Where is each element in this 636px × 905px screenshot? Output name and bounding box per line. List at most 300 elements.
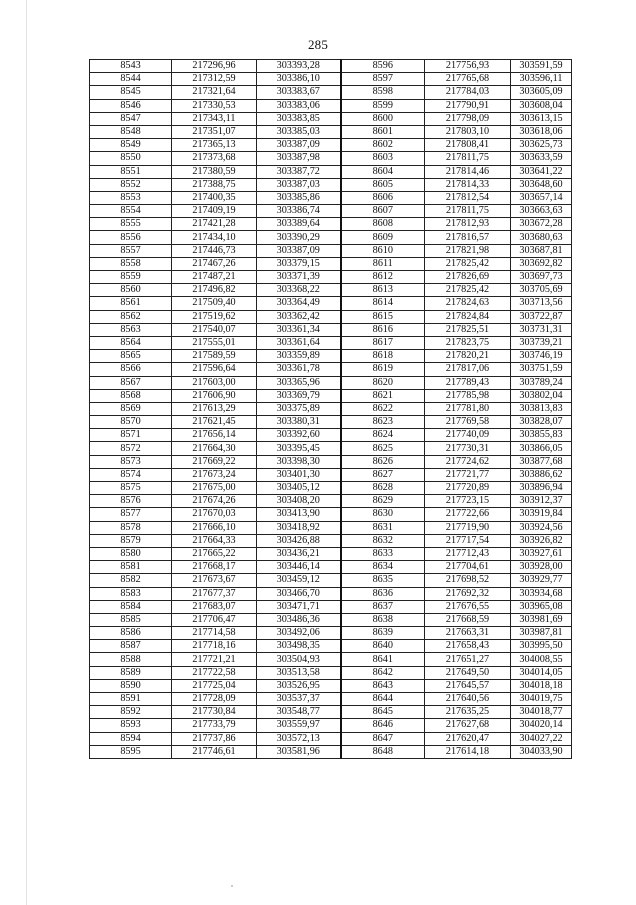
point-number-cell: 8628 bbox=[341, 482, 425, 495]
x-coordinate-cell: 217312,59 bbox=[172, 73, 257, 86]
table-row bbox=[90, 547, 572, 560]
y-coordinate-cell: 303471,71 bbox=[257, 600, 341, 613]
y-coordinate-cell: 303877,68 bbox=[511, 455, 572, 468]
point-number-cell: 8581 bbox=[90, 561, 172, 574]
x-coordinate-cell: 217446,73 bbox=[172, 244, 257, 257]
point-number-cell: 8623 bbox=[341, 416, 425, 429]
x-coordinate-cell: 217717,54 bbox=[425, 534, 511, 547]
x-coordinate-cell: 217635,25 bbox=[425, 706, 511, 719]
x-coordinate-cell: 217555,01 bbox=[172, 336, 257, 349]
table-row bbox=[90, 336, 572, 349]
y-coordinate-cell: 303371,39 bbox=[257, 271, 341, 284]
point-number-cell: 8568 bbox=[90, 389, 172, 402]
point-number-cell: 8644 bbox=[341, 693, 425, 706]
point-number-cell: 8546 bbox=[90, 99, 172, 112]
y-coordinate-cell: 303398,30 bbox=[257, 455, 341, 468]
y-coordinate-cell: 303401,30 bbox=[257, 468, 341, 481]
y-coordinate-cell: 303929,77 bbox=[511, 574, 572, 587]
table-row bbox=[90, 719, 572, 732]
x-coordinate-cell: 217676,55 bbox=[425, 600, 511, 613]
point-number-cell: 8579 bbox=[90, 534, 172, 547]
x-coordinate-cell: 217826,69 bbox=[425, 271, 511, 284]
table-row bbox=[90, 363, 572, 376]
x-coordinate-cell: 217803,10 bbox=[425, 125, 511, 138]
y-coordinate-cell: 303361,64 bbox=[257, 336, 341, 349]
point-number-cell: 8594 bbox=[90, 732, 172, 745]
y-coordinate-cell: 303981,69 bbox=[511, 613, 572, 626]
x-coordinate-cell: 217683,07 bbox=[172, 600, 257, 613]
y-coordinate-cell: 304014,05 bbox=[511, 666, 572, 679]
y-coordinate-cell: 303613,15 bbox=[511, 112, 572, 125]
y-coordinate-cell: 303526,95 bbox=[257, 679, 341, 692]
point-number-cell: 8585 bbox=[90, 613, 172, 626]
table-row bbox=[90, 521, 572, 534]
y-coordinate-cell: 303418,92 bbox=[257, 521, 341, 534]
point-number-cell: 8583 bbox=[90, 587, 172, 600]
x-coordinate-cell: 217467,26 bbox=[172, 257, 257, 270]
point-number-cell: 8574 bbox=[90, 468, 172, 481]
x-coordinate-cell: 217351,07 bbox=[172, 125, 257, 138]
point-number-cell: 8643 bbox=[341, 679, 425, 692]
y-coordinate-cell: 303926,82 bbox=[511, 534, 572, 547]
y-coordinate-cell: 303559,97 bbox=[257, 719, 341, 732]
x-coordinate-cell: 217649,50 bbox=[425, 666, 511, 679]
x-coordinate-cell: 217719,90 bbox=[425, 521, 511, 534]
point-number-cell: 8605 bbox=[341, 178, 425, 191]
y-coordinate-cell: 303386,74 bbox=[257, 205, 341, 218]
margin-rule bbox=[26, 0, 27, 905]
point-number-cell: 8556 bbox=[90, 231, 172, 244]
point-number-cell: 8614 bbox=[341, 297, 425, 310]
point-number-cell: 8624 bbox=[341, 429, 425, 442]
x-coordinate-cell: 217496,82 bbox=[172, 284, 257, 297]
x-coordinate-cell: 217733,79 bbox=[172, 719, 257, 732]
table-row bbox=[90, 653, 572, 666]
point-number-cell: 8553 bbox=[90, 191, 172, 204]
y-coordinate-cell: 303596,11 bbox=[511, 73, 572, 86]
y-coordinate-cell: 303362,42 bbox=[257, 310, 341, 323]
x-coordinate-cell: 217798,09 bbox=[425, 112, 511, 125]
table-row bbox=[90, 152, 572, 165]
table-row bbox=[90, 613, 572, 626]
table-row bbox=[90, 416, 572, 429]
table-row bbox=[90, 323, 572, 336]
x-coordinate-cell: 217614,18 bbox=[425, 745, 511, 758]
y-coordinate-cell: 303648,60 bbox=[511, 178, 572, 191]
y-coordinate-cell: 303369,79 bbox=[257, 389, 341, 402]
y-coordinate-cell: 303919,84 bbox=[511, 508, 572, 521]
y-coordinate-cell: 303927,61 bbox=[511, 547, 572, 560]
point-number-cell: 8591 bbox=[90, 693, 172, 706]
x-coordinate-cell: 217704,61 bbox=[425, 561, 511, 574]
table-row bbox=[90, 455, 572, 468]
table-row bbox=[90, 706, 572, 719]
x-coordinate-cell: 217640,56 bbox=[425, 693, 511, 706]
point-number-cell: 8559 bbox=[90, 271, 172, 284]
x-coordinate-cell: 217365,13 bbox=[172, 139, 257, 152]
table-row bbox=[90, 244, 572, 257]
point-number-cell: 8543 bbox=[90, 60, 172, 73]
point-number-cell: 8631 bbox=[341, 521, 425, 534]
table-row bbox=[90, 191, 572, 204]
y-coordinate-cell: 303383,85 bbox=[257, 112, 341, 125]
point-number-cell: 8547 bbox=[90, 112, 172, 125]
y-coordinate-cell: 303387,72 bbox=[257, 165, 341, 178]
table-row bbox=[90, 627, 572, 640]
point-number-cell: 8557 bbox=[90, 244, 172, 257]
point-number-cell: 8645 bbox=[341, 706, 425, 719]
x-coordinate-cell: 217737,86 bbox=[172, 732, 257, 745]
y-coordinate-cell: 303385,03 bbox=[257, 125, 341, 138]
y-coordinate-cell: 303393,28 bbox=[257, 60, 341, 73]
x-coordinate-cell: 217670,03 bbox=[172, 508, 257, 521]
x-coordinate-cell: 217627,68 bbox=[425, 719, 511, 732]
y-coordinate-cell: 303886,62 bbox=[511, 468, 572, 481]
y-coordinate-cell: 303692,82 bbox=[511, 257, 572, 270]
y-coordinate-cell: 303663,63 bbox=[511, 205, 572, 218]
y-coordinate-cell: 303912,37 bbox=[511, 495, 572, 508]
y-coordinate-cell: 303385,86 bbox=[257, 191, 341, 204]
x-coordinate-cell: 217817,06 bbox=[425, 363, 511, 376]
y-coordinate-cell: 303896,94 bbox=[511, 482, 572, 495]
x-coordinate-cell: 217668,17 bbox=[172, 561, 257, 574]
y-coordinate-cell: 303375,89 bbox=[257, 402, 341, 415]
table-row bbox=[90, 745, 572, 758]
point-number-cell: 8544 bbox=[90, 73, 172, 86]
x-coordinate-cell: 217722,58 bbox=[172, 666, 257, 679]
y-coordinate-cell: 303928,00 bbox=[511, 561, 572, 574]
y-coordinate-cell: 303687,81 bbox=[511, 244, 572, 257]
point-number-cell: 8597 bbox=[341, 73, 425, 86]
table-row bbox=[90, 495, 572, 508]
x-coordinate-cell: 217321,64 bbox=[172, 86, 257, 99]
y-coordinate-cell: 303504,93 bbox=[257, 653, 341, 666]
y-coordinate-cell: 303387,03 bbox=[257, 178, 341, 191]
table-row bbox=[90, 468, 572, 481]
page-number: 285 bbox=[307, 37, 329, 52]
x-coordinate-cell: 217824,63 bbox=[425, 297, 511, 310]
table-row bbox=[90, 574, 572, 587]
coordinates-table bbox=[89, 59, 572, 759]
y-coordinate-cell: 303746,19 bbox=[511, 350, 572, 363]
x-coordinate-cell: 217721,21 bbox=[172, 653, 257, 666]
x-coordinate-cell: 217330,53 bbox=[172, 99, 257, 112]
point-number-cell: 8561 bbox=[90, 297, 172, 310]
x-coordinate-cell: 217814,46 bbox=[425, 165, 511, 178]
y-coordinate-cell: 303581,96 bbox=[257, 745, 341, 758]
point-number-cell: 8593 bbox=[90, 719, 172, 732]
point-number-cell: 8602 bbox=[341, 139, 425, 152]
y-coordinate-cell: 303605,09 bbox=[511, 86, 572, 99]
y-coordinate-cell: 303389,64 bbox=[257, 218, 341, 231]
y-coordinate-cell: 303380,31 bbox=[257, 416, 341, 429]
x-coordinate-cell: 217784,03 bbox=[425, 86, 511, 99]
x-coordinate-cell: 217765,68 bbox=[425, 73, 511, 86]
x-coordinate-cell: 217816,57 bbox=[425, 231, 511, 244]
x-coordinate-cell: 217409,19 bbox=[172, 205, 257, 218]
point-number-cell: 8618 bbox=[341, 350, 425, 363]
point-number-cell: 8607 bbox=[341, 205, 425, 218]
point-number-cell: 8637 bbox=[341, 600, 425, 613]
point-number-cell: 8615 bbox=[341, 310, 425, 323]
table-row bbox=[90, 389, 572, 402]
point-number-cell: 8560 bbox=[90, 284, 172, 297]
x-coordinate-cell: 217825,42 bbox=[425, 257, 511, 270]
point-number-cell: 8630 bbox=[341, 508, 425, 521]
table-row bbox=[90, 99, 572, 112]
point-number-cell: 8632 bbox=[341, 534, 425, 547]
y-coordinate-cell: 303965,08 bbox=[511, 600, 572, 613]
x-coordinate-cell: 217668,59 bbox=[425, 613, 511, 626]
y-coordinate-cell: 303739,21 bbox=[511, 336, 572, 349]
y-coordinate-cell: 303934,68 bbox=[511, 587, 572, 600]
point-number-cell: 8599 bbox=[341, 99, 425, 112]
point-number-cell: 8550 bbox=[90, 152, 172, 165]
x-coordinate-cell: 217725,04 bbox=[172, 679, 257, 692]
table-row bbox=[90, 350, 572, 363]
table-row bbox=[90, 310, 572, 323]
y-coordinate-cell: 303426,88 bbox=[257, 534, 341, 547]
table-row bbox=[90, 73, 572, 86]
table-row bbox=[90, 86, 572, 99]
point-number-cell: 8564 bbox=[90, 336, 172, 349]
point-number-cell: 8646 bbox=[341, 719, 425, 732]
point-number-cell: 8626 bbox=[341, 455, 425, 468]
x-coordinate-cell: 217723,15 bbox=[425, 495, 511, 508]
point-number-cell: 8606 bbox=[341, 191, 425, 204]
point-number-cell: 8639 bbox=[341, 627, 425, 640]
x-coordinate-cell: 217812,54 bbox=[425, 191, 511, 204]
y-coordinate-cell: 303680,63 bbox=[511, 231, 572, 244]
x-coordinate-cell: 217400,35 bbox=[172, 191, 257, 204]
y-coordinate-cell: 303572,13 bbox=[257, 732, 341, 745]
x-coordinate-cell: 217692,32 bbox=[425, 587, 511, 600]
y-coordinate-cell: 303697,73 bbox=[511, 271, 572, 284]
point-number-cell: 8635 bbox=[341, 574, 425, 587]
table-row bbox=[90, 139, 572, 152]
point-number-cell: 8620 bbox=[341, 376, 425, 389]
y-coordinate-cell: 303751,59 bbox=[511, 363, 572, 376]
point-number-cell: 8640 bbox=[341, 640, 425, 653]
y-coordinate-cell: 303364,49 bbox=[257, 297, 341, 310]
x-coordinate-cell: 217613,29 bbox=[172, 402, 257, 415]
x-coordinate-cell: 217651,27 bbox=[425, 653, 511, 666]
x-coordinate-cell: 217656,14 bbox=[172, 429, 257, 442]
y-coordinate-cell: 303713,56 bbox=[511, 297, 572, 310]
y-coordinate-cell: 303548,77 bbox=[257, 706, 341, 719]
x-coordinate-cell: 217673,67 bbox=[172, 574, 257, 587]
y-coordinate-cell: 303405,12 bbox=[257, 482, 341, 495]
table-row bbox=[90, 257, 572, 270]
x-coordinate-cell: 217811,75 bbox=[425, 152, 511, 165]
point-number-cell: 8563 bbox=[90, 323, 172, 336]
table-row bbox=[90, 297, 572, 310]
point-number-cell: 8587 bbox=[90, 640, 172, 653]
point-number-cell: 8638 bbox=[341, 613, 425, 626]
y-coordinate-cell: 303408,20 bbox=[257, 495, 341, 508]
y-coordinate-cell: 303390,29 bbox=[257, 231, 341, 244]
x-coordinate-cell: 217434,10 bbox=[172, 231, 257, 244]
y-coordinate-cell: 303722,87 bbox=[511, 310, 572, 323]
x-coordinate-cell: 217673,24 bbox=[172, 468, 257, 481]
y-coordinate-cell: 303383,67 bbox=[257, 86, 341, 99]
table-row bbox=[90, 284, 572, 297]
table-row bbox=[90, 205, 572, 218]
y-coordinate-cell: 303387,09 bbox=[257, 139, 341, 152]
table-row bbox=[90, 165, 572, 178]
point-number-cell: 8570 bbox=[90, 416, 172, 429]
x-coordinate-cell: 217722,66 bbox=[425, 508, 511, 521]
point-number-cell: 8569 bbox=[90, 402, 172, 415]
x-coordinate-cell: 217487,21 bbox=[172, 271, 257, 284]
point-number-cell: 8648 bbox=[341, 745, 425, 758]
x-coordinate-cell: 217825,42 bbox=[425, 284, 511, 297]
table-row bbox=[90, 534, 572, 547]
point-number-cell: 8588 bbox=[90, 653, 172, 666]
table-row bbox=[90, 640, 572, 653]
point-number-cell: 8625 bbox=[341, 442, 425, 455]
x-coordinate-cell: 217720,89 bbox=[425, 482, 511, 495]
point-number-cell: 8600 bbox=[341, 112, 425, 125]
table-row bbox=[90, 561, 572, 574]
x-coordinate-cell: 217388,75 bbox=[172, 178, 257, 191]
point-number-cell: 8633 bbox=[341, 547, 425, 560]
x-coordinate-cell: 217789,43 bbox=[425, 376, 511, 389]
point-number-cell: 8629 bbox=[341, 495, 425, 508]
point-number-cell: 8566 bbox=[90, 363, 172, 376]
x-coordinate-cell: 217790,91 bbox=[425, 99, 511, 112]
table-row bbox=[90, 60, 572, 73]
x-coordinate-cell: 217730,84 bbox=[172, 706, 257, 719]
y-coordinate-cell: 303855,83 bbox=[511, 429, 572, 442]
point-number-cell: 8552 bbox=[90, 178, 172, 191]
y-coordinate-cell: 303459,12 bbox=[257, 574, 341, 587]
point-number-cell: 8604 bbox=[341, 165, 425, 178]
x-coordinate-cell: 217785,98 bbox=[425, 389, 511, 402]
y-coordinate-cell: 303387,98 bbox=[257, 152, 341, 165]
x-coordinate-cell: 217296,96 bbox=[172, 60, 257, 73]
point-number-cell: 8617 bbox=[341, 336, 425, 349]
x-coordinate-cell: 217712,43 bbox=[425, 547, 511, 560]
point-number-cell: 8572 bbox=[90, 442, 172, 455]
point-number-cell: 8610 bbox=[341, 244, 425, 257]
y-coordinate-cell: 304020,14 bbox=[511, 719, 572, 732]
y-coordinate-cell: 303731,31 bbox=[511, 323, 572, 336]
point-number-cell: 8545 bbox=[90, 86, 172, 99]
point-number-cell: 8616 bbox=[341, 323, 425, 336]
y-coordinate-cell: 303359,89 bbox=[257, 350, 341, 363]
y-coordinate-cell: 303446,14 bbox=[257, 561, 341, 574]
x-coordinate-cell: 217621,45 bbox=[172, 416, 257, 429]
point-number-cell: 8596 bbox=[341, 60, 425, 73]
x-coordinate-cell: 217740,09 bbox=[425, 429, 511, 442]
table-row bbox=[90, 376, 572, 389]
x-coordinate-cell: 217706,47 bbox=[172, 613, 257, 626]
x-coordinate-cell: 217664,33 bbox=[172, 534, 257, 547]
y-coordinate-cell: 303379,15 bbox=[257, 257, 341, 270]
y-coordinate-cell: 303995,50 bbox=[511, 640, 572, 653]
y-coordinate-cell: 304008,55 bbox=[511, 653, 572, 666]
table-row bbox=[90, 178, 572, 191]
point-number-cell: 8603 bbox=[341, 152, 425, 165]
point-number-cell: 8582 bbox=[90, 574, 172, 587]
y-coordinate-cell: 303513,58 bbox=[257, 666, 341, 679]
point-number-cell: 8608 bbox=[341, 218, 425, 231]
table-row bbox=[90, 482, 572, 495]
y-coordinate-cell: 303672,28 bbox=[511, 218, 572, 231]
table-row bbox=[90, 429, 572, 442]
y-coordinate-cell: 303866,05 bbox=[511, 442, 572, 455]
x-coordinate-cell: 217781,80 bbox=[425, 402, 511, 415]
table-row bbox=[90, 125, 572, 138]
point-number-cell: 8601 bbox=[341, 125, 425, 138]
y-coordinate-cell: 303413,90 bbox=[257, 508, 341, 521]
point-number-cell: 8573 bbox=[90, 455, 172, 468]
x-coordinate-cell: 217821,98 bbox=[425, 244, 511, 257]
x-coordinate-cell: 217421,28 bbox=[172, 218, 257, 231]
y-coordinate-cell: 303813,83 bbox=[511, 402, 572, 415]
table-row bbox=[90, 679, 572, 692]
x-coordinate-cell: 217666,10 bbox=[172, 521, 257, 534]
x-coordinate-cell: 217769,58 bbox=[425, 416, 511, 429]
table-row bbox=[90, 666, 572, 679]
y-coordinate-cell: 303386,10 bbox=[257, 73, 341, 86]
point-number-cell: 8642 bbox=[341, 666, 425, 679]
y-coordinate-cell: 303633,59 bbox=[511, 152, 572, 165]
point-number-cell: 8622 bbox=[341, 402, 425, 415]
y-coordinate-cell: 304018,18 bbox=[511, 679, 572, 692]
x-coordinate-cell: 217343,11 bbox=[172, 112, 257, 125]
x-coordinate-cell: 217519,62 bbox=[172, 310, 257, 323]
x-coordinate-cell: 217812,93 bbox=[425, 218, 511, 231]
x-coordinate-cell: 217730,31 bbox=[425, 442, 511, 455]
y-coordinate-cell: 304019,75 bbox=[511, 693, 572, 706]
y-coordinate-cell: 303466,70 bbox=[257, 587, 341, 600]
x-coordinate-cell: 217675,00 bbox=[172, 482, 257, 495]
x-coordinate-cell: 217811,75 bbox=[425, 205, 511, 218]
y-coordinate-cell: 303591,59 bbox=[511, 60, 572, 73]
point-number-cell: 8611 bbox=[341, 257, 425, 270]
table-row bbox=[90, 442, 572, 455]
y-coordinate-cell: 303657,14 bbox=[511, 191, 572, 204]
y-coordinate-cell: 303789,24 bbox=[511, 376, 572, 389]
y-coordinate-cell: 303395,45 bbox=[257, 442, 341, 455]
x-coordinate-cell: 217645,57 bbox=[425, 679, 511, 692]
point-number-cell: 8595 bbox=[90, 745, 172, 758]
x-coordinate-cell: 217658,43 bbox=[425, 640, 511, 653]
table-row bbox=[90, 112, 572, 125]
x-coordinate-cell: 217664,30 bbox=[172, 442, 257, 455]
point-number-cell: 8584 bbox=[90, 600, 172, 613]
x-coordinate-cell: 217756,93 bbox=[425, 60, 511, 73]
point-number-cell: 8580 bbox=[90, 547, 172, 560]
point-number-cell: 8576 bbox=[90, 495, 172, 508]
point-number-cell: 8565 bbox=[90, 350, 172, 363]
point-number-cell: 8647 bbox=[341, 732, 425, 745]
table-row bbox=[90, 271, 572, 284]
x-coordinate-cell: 217746,61 bbox=[172, 745, 257, 758]
point-number-cell: 8589 bbox=[90, 666, 172, 679]
table-row bbox=[90, 732, 572, 745]
y-coordinate-cell: 303537,37 bbox=[257, 693, 341, 706]
table-row bbox=[90, 402, 572, 415]
point-number-cell: 8613 bbox=[341, 284, 425, 297]
y-coordinate-cell: 303802,04 bbox=[511, 389, 572, 402]
point-number-cell: 8641 bbox=[341, 653, 425, 666]
point-number-cell: 8612 bbox=[341, 271, 425, 284]
point-number-cell: 8571 bbox=[90, 429, 172, 442]
x-coordinate-cell: 217724,62 bbox=[425, 455, 511, 468]
